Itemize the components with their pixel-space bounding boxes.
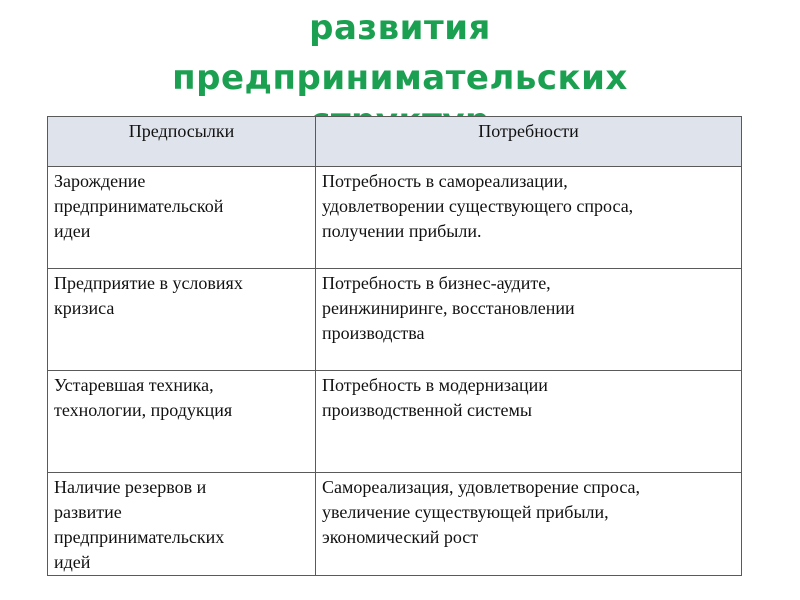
- premise-cell: [48, 167, 316, 269]
- title-line-2: предпринимательских: [172, 58, 628, 98]
- header-premises: Предпосылки: [48, 117, 316, 167]
- premise-text: Зарождение предпринимательской идеи: [54, 171, 224, 241]
- title-line-1: развития: [309, 8, 491, 48]
- premise-cell: [48, 473, 316, 576]
- header-needs: Потребности: [316, 117, 742, 167]
- need-cell: [316, 269, 742, 371]
- need-cell: [316, 371, 742, 473]
- need-cell: [316, 473, 742, 576]
- table-header-row: [48, 117, 742, 167]
- table-row: [48, 473, 742, 576]
- table-row: [48, 269, 742, 371]
- premise-text: Наличие резервов и развитие предпринимательских идей: [54, 477, 225, 572]
- premise-cell: [48, 371, 316, 473]
- premise-text: Устаревшая техника, технологии, продукция: [54, 375, 233, 420]
- premise-cell: [48, 269, 316, 371]
- need-text: Самореализация, удовлетворение спроса, увеличение существующей прибыли, экономический рост: [322, 477, 641, 547]
- premise-text: Предприятие в условиях кризиса: [54, 273, 243, 318]
- need-cell: [316, 167, 742, 269]
- need-text: Потребность в самореализации, удовлетворении существующего спроса, получении прибыли.: [322, 171, 634, 241]
- need-text: Потребность в модернизации производственной системы: [322, 375, 548, 420]
- premises-needs-table: [47, 116, 742, 576]
- need-text: Потребность в бизнес-аудите, реинжиниринге, восстановлении производства: [322, 273, 575, 343]
- table-row: [48, 167, 742, 269]
- table-row: [48, 371, 742, 473]
